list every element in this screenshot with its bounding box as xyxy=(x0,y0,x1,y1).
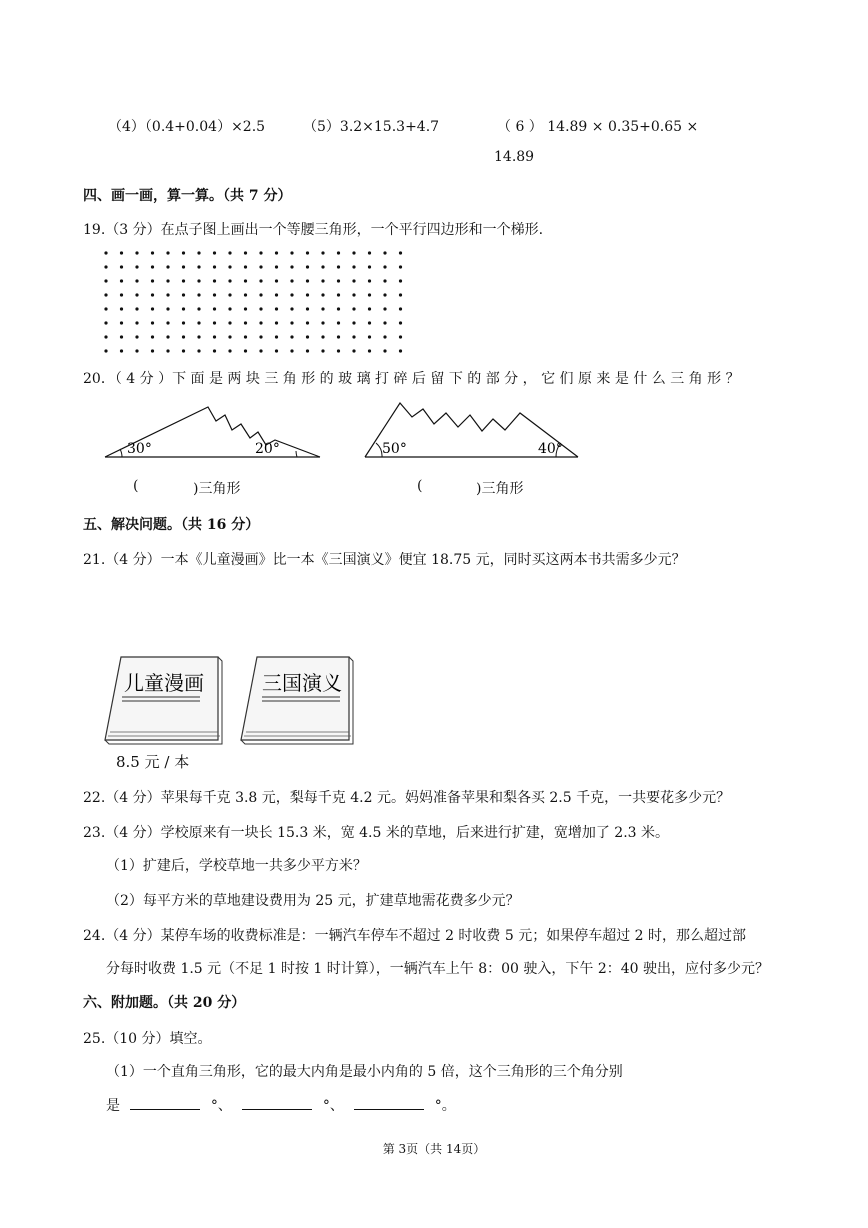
grid-dot xyxy=(352,293,355,296)
grid-dot xyxy=(135,265,138,268)
grid-dot xyxy=(244,349,247,352)
grid-dot xyxy=(368,251,371,254)
grid-dot xyxy=(290,251,293,254)
grid-dot xyxy=(197,321,200,324)
grid-dot xyxy=(352,265,355,268)
grid-dot xyxy=(182,279,185,282)
section6-heading: 六、附加题。（共 20 分） xyxy=(83,995,246,1011)
grid-dot xyxy=(104,307,107,310)
grid-dot xyxy=(213,293,216,296)
q25-sep2: °、 xyxy=(322,1098,344,1114)
grid-dot xyxy=(259,293,262,296)
book-children-comics xyxy=(100,652,225,747)
grid-dot xyxy=(399,349,402,352)
grid-dot xyxy=(383,335,386,338)
grid-dot xyxy=(275,349,278,352)
grid-dot xyxy=(166,335,169,338)
grid-dot xyxy=(228,307,231,310)
grid-dot xyxy=(399,279,402,282)
grid-dot xyxy=(135,293,138,296)
grid-dot xyxy=(383,321,386,324)
grid-dot xyxy=(166,279,169,282)
grid-dot xyxy=(213,349,216,352)
grid-dot xyxy=(275,279,278,282)
grid-dot xyxy=(337,265,340,268)
grid-dot xyxy=(337,293,340,296)
grid-dot xyxy=(337,307,340,310)
grid-dot xyxy=(259,307,262,310)
grid-dot xyxy=(368,321,371,324)
q18-item6-cont: 14.89 xyxy=(494,149,535,165)
grid-dot xyxy=(166,321,169,324)
grid-dot xyxy=(228,335,231,338)
grid-dot xyxy=(306,279,309,282)
grid-dot xyxy=(306,307,309,310)
grid-dot xyxy=(166,265,169,268)
grid-dot xyxy=(197,293,200,296)
q25-text: 25.（10 分）填空。 xyxy=(83,1031,212,1047)
grid-dot xyxy=(244,251,247,254)
grid-dot xyxy=(352,307,355,310)
grid-dot xyxy=(135,307,138,310)
grid-dot xyxy=(151,293,154,296)
grid-dot xyxy=(213,279,216,282)
q25-end: °。 xyxy=(434,1098,456,1114)
grid-dot xyxy=(228,279,231,282)
grid-dot xyxy=(104,293,107,296)
grid-dot xyxy=(120,349,123,352)
grid-dot xyxy=(259,321,262,324)
q18-item6: （ 6 ） 14.89 × 0.35+0.65 × xyxy=(497,119,699,135)
angle-blank-1[interactable] xyxy=(130,1095,200,1110)
grid-dot xyxy=(244,307,247,310)
grid-dot xyxy=(228,251,231,254)
q25-prefix: 是 xyxy=(106,1098,120,1114)
grid-dot xyxy=(399,335,402,338)
q24-line2: 分每时收费 1.5 元（不足 1 时按 1 时计算），一辆汽车上午 8：00 驶入，下午 2：40 驶出，应付多少元？ xyxy=(106,961,770,977)
q19-text: 19.（3 分）在点子图上画出一个等腰三角形，一个平行四边形和一个梯形. xyxy=(83,222,544,238)
grid-dot xyxy=(213,251,216,254)
book-three-kingdoms xyxy=(236,652,361,747)
grid-dot xyxy=(228,293,231,296)
broken-triangle-1 xyxy=(100,400,330,462)
grid-dot xyxy=(151,307,154,310)
q18-item5: （5）3.2×15.3+4.7 xyxy=(303,119,440,135)
grid-dot xyxy=(151,265,154,268)
grid-dot xyxy=(368,335,371,338)
grid-dot xyxy=(151,321,154,324)
fig2-angle-right: 40° xyxy=(538,441,563,457)
q21-text: 21.（4 分）一本《儿童漫画》比一本《三国演义》便宜 18.75 元，同时买这两本书共需多少元？ xyxy=(83,552,686,568)
grid-dot xyxy=(197,349,200,352)
grid-dot xyxy=(321,293,324,296)
grid-dot xyxy=(104,251,107,254)
grid-dot xyxy=(182,335,185,338)
grid-dot xyxy=(228,321,231,324)
grid-dot xyxy=(399,251,402,254)
grid-dot xyxy=(182,251,185,254)
grid-dot xyxy=(151,251,154,254)
grid-dot xyxy=(228,265,231,268)
grid-dot xyxy=(290,293,293,296)
q20-answer1-close: )三角形 xyxy=(193,481,241,497)
grid-dot xyxy=(197,251,200,254)
book1-price: 8.5 元 / 本 xyxy=(116,753,190,771)
grid-dot xyxy=(306,321,309,324)
section5-heading: 五、解决问题。（共 16 分） xyxy=(83,517,260,533)
grid-dot xyxy=(383,265,386,268)
grid-dot xyxy=(213,265,216,268)
page-footer: 第 3页（共 14页） xyxy=(382,1142,486,1156)
grid-dot xyxy=(244,265,247,268)
grid-dot xyxy=(197,307,200,310)
grid-dot xyxy=(166,251,169,254)
grid-dot xyxy=(290,335,293,338)
grid-dot xyxy=(120,307,123,310)
grid-dot xyxy=(182,265,185,268)
grid-dot xyxy=(197,335,200,338)
grid-dot xyxy=(352,321,355,324)
q18-item4: （4）（0.4+0.04）×2.5 xyxy=(108,119,266,135)
grid-dot xyxy=(104,265,107,268)
grid-dot xyxy=(244,335,247,338)
grid-dot xyxy=(352,251,355,254)
grid-dot xyxy=(290,321,293,324)
q20-text: 20．（ 4 分 ）下 面 是 两 块 三 角 形 的 玻 璃 打 碎 后 留 下 的 部 分 ， 它 们 原 来 是 什 么 三 角 形 ？ xyxy=(83,371,740,387)
q23-sub2: （2）每平方米的草地建设费用为 25 元，扩建草地需花费多少元？ xyxy=(106,893,520,909)
q25-sub1: （1）一个直角三角形，它的最大内角是最小内角的 5 倍，这个三角形的三个角分别 xyxy=(106,1064,623,1080)
grid-dot xyxy=(166,349,169,352)
q24-line1: 24.（4 分）某停车场的收费标准是：一辆汽车停车不超过 2 时收费 5 元；如果停车超过 2 时，那么超过部 xyxy=(83,928,747,944)
grid-dot xyxy=(368,293,371,296)
grid-dot xyxy=(337,279,340,282)
grid-dot xyxy=(213,307,216,310)
section4-heading: 四、画一画，算一算。（共 7 分） xyxy=(83,188,292,204)
q23-sub1: （1）扩建后，学校草地一共多少平方米？ xyxy=(106,858,367,874)
grid-dot xyxy=(259,279,262,282)
grid-dot xyxy=(135,279,138,282)
grid-dot xyxy=(135,349,138,352)
fig1-angle-right: 20° xyxy=(255,441,280,457)
grid-dot xyxy=(383,251,386,254)
grid-dot xyxy=(399,293,402,296)
q25-sep1: °、 xyxy=(210,1098,232,1114)
dot-grid xyxy=(100,247,412,359)
grid-dot xyxy=(151,279,154,282)
grid-dot xyxy=(151,349,154,352)
grid-dot xyxy=(321,349,324,352)
grid-dot xyxy=(321,335,324,338)
grid-dot xyxy=(135,251,138,254)
grid-dot xyxy=(244,321,247,324)
grid-dot xyxy=(135,321,138,324)
grid-dot xyxy=(197,279,200,282)
grid-dot xyxy=(321,279,324,282)
grid-dot xyxy=(383,279,386,282)
q22-text: 22.（4 分）苹果每千克 3.8 元，梨每千克 4.2 元。妈妈准备苹果和梨各买 2.5 千克，一共要花多少元？ xyxy=(83,790,731,806)
grid-dot xyxy=(337,335,340,338)
grid-dot xyxy=(337,251,340,254)
grid-dot xyxy=(321,307,324,310)
grid-dot xyxy=(290,279,293,282)
grid-dot xyxy=(213,335,216,338)
grid-dot xyxy=(290,307,293,310)
fig1-angle-left: 30° xyxy=(127,441,152,457)
grid-dot xyxy=(213,321,216,324)
grid-dot xyxy=(368,349,371,352)
grid-dot xyxy=(368,265,371,268)
grid-dot xyxy=(321,251,324,254)
grid-dot xyxy=(104,349,107,352)
q20-answer2-close: )三角形 xyxy=(476,481,524,497)
grid-dot xyxy=(306,349,309,352)
grid-dot xyxy=(244,293,247,296)
grid-dot xyxy=(352,349,355,352)
grid-dot xyxy=(399,265,402,268)
grid-dot xyxy=(166,293,169,296)
fig2-angle-left: 50° xyxy=(382,441,407,457)
grid-dot xyxy=(306,251,309,254)
grid-dot xyxy=(120,279,123,282)
grid-dot xyxy=(368,279,371,282)
grid-dot xyxy=(120,251,123,254)
grid-dot xyxy=(352,335,355,338)
grid-dot xyxy=(275,307,278,310)
grid-dot xyxy=(182,321,185,324)
grid-dot xyxy=(259,265,262,268)
grid-dot xyxy=(120,265,123,268)
q20-answer1-open: ( xyxy=(133,478,139,494)
grid-dot xyxy=(259,349,262,352)
angle-blank-3[interactable] xyxy=(354,1095,424,1110)
broken-triangle-2 xyxy=(360,400,585,462)
grid-dot xyxy=(337,349,340,352)
grid-dot xyxy=(321,321,324,324)
q25-sub1-blanks xyxy=(106,1095,456,1115)
grid-dot xyxy=(104,321,107,324)
grid-dot xyxy=(383,293,386,296)
grid-dot xyxy=(321,265,324,268)
grid-dot xyxy=(306,293,309,296)
grid-dot xyxy=(399,321,402,324)
grid-dot xyxy=(259,335,262,338)
angle-blank-2[interactable] xyxy=(242,1095,312,1110)
grid-dot xyxy=(182,293,185,296)
grid-dot xyxy=(275,265,278,268)
grid-dot xyxy=(244,279,247,282)
grid-dot xyxy=(383,307,386,310)
grid-dot xyxy=(120,321,123,324)
grid-dot xyxy=(166,307,169,310)
grid-dot xyxy=(290,265,293,268)
grid-dot xyxy=(197,265,200,268)
grid-dot xyxy=(352,279,355,282)
grid-dot xyxy=(290,349,293,352)
grid-dot xyxy=(120,293,123,296)
grid-dot xyxy=(399,307,402,310)
grid-dot xyxy=(275,321,278,324)
q23-text: 23.（4 分）学校原来有一块长 15.3 米，宽 4.5 米的草地，后来进行扩建，宽增加了 2.3 米。 xyxy=(83,825,670,841)
book2-title: 三国演义 xyxy=(262,671,342,695)
grid-dot xyxy=(259,251,262,254)
grid-dot xyxy=(383,349,386,352)
grid-dot xyxy=(228,349,231,352)
grid-dot xyxy=(151,335,154,338)
grid-dot xyxy=(337,321,340,324)
grid-dot xyxy=(104,279,107,282)
grid-dot xyxy=(306,335,309,338)
q20-answer2-open: ( xyxy=(417,478,423,494)
grid-dot xyxy=(104,335,107,338)
grid-dot xyxy=(120,335,123,338)
grid-dot xyxy=(182,307,185,310)
grid-dot xyxy=(275,293,278,296)
grid-dot xyxy=(368,307,371,310)
grid-dot xyxy=(275,251,278,254)
grid-dot xyxy=(135,335,138,338)
grid-dot xyxy=(306,265,309,268)
grid-dot xyxy=(182,349,185,352)
grid-dot xyxy=(275,335,278,338)
book1-title: 儿童漫画 xyxy=(124,671,204,695)
